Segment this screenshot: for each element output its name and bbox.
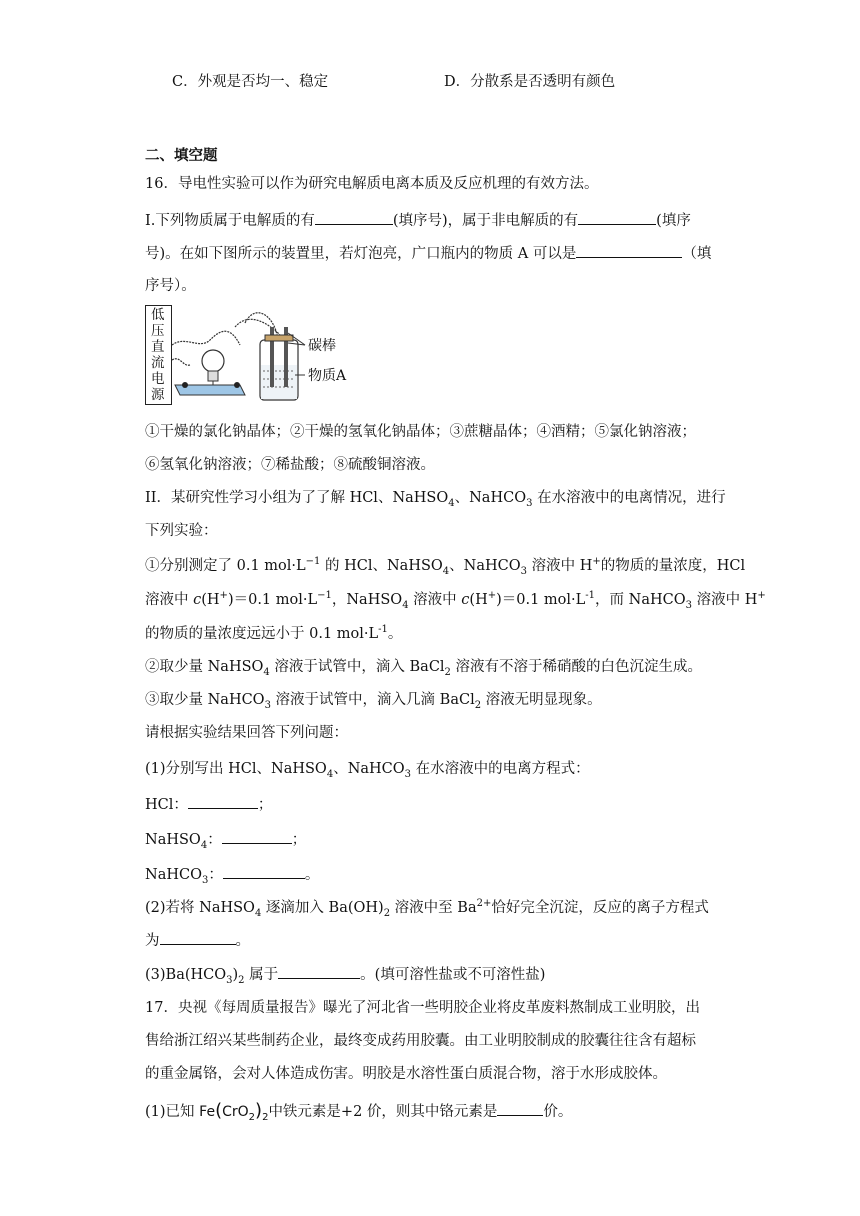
q16-part2-line1: II．某研究性学习小组为了了解 HCl、NaHSO$_4$、NaHCO$_3$ 在水溶液中的电离情况，进行 (145, 490, 726, 509)
q16-stem: 16．导电性实验可以作为研究电解质电离本质及反应机理的有效方法。 (145, 176, 599, 192)
power-source-label: 低压直流电源 (151, 307, 165, 403)
q17-line3: 的重金属铬，会对人体造成伤害。明胶是水溶性蛋白质混合物，溶于水形成胶体。 (145, 1066, 667, 1082)
circuit-diagram (145, 305, 465, 405)
q16-exp1-line1: ①分别测定了 0.1 $mol\cdot L^{-1}$ 的 HCl、NaHSO$_4$、NaHCO$_3$ 溶液中 H+的物质的量浓度，HCl (145, 556, 746, 577)
q16-part1-line3: 序号）。 (145, 278, 196, 294)
q16-exp3: ③取少量 NaHCO$_3$ 溶液于试管中，滴入几滴 BaCl$_2$ 溶液无明显现象。 (145, 692, 602, 711)
q16-sub1: (1)分别写出 HCl、NaHSO$_4$、NaHCO$_3$ 在水溶液中的电离方程式： (145, 761, 590, 780)
q17-line2: 售给浙江绍兴某些制药企业，最终变成药用胶囊。由工业明胶制成的胶囊往往含有超标 (145, 1033, 696, 1049)
q16-ask: 请根据实验结果回答下列问题： (145, 725, 348, 741)
q16-substances-2: ⑥氢氧化钠溶液；⑦稀盐酸；⑧硫酸铜溶液。 (145, 457, 435, 473)
q16-substances-1: ①干燥的氯化钠晶体；②干燥的氢氧化钠晶体；③蔗糖晶体；④酒精；⑤氯化钠溶液； (145, 424, 696, 440)
answer-blank[interactable] (578, 210, 656, 225)
chem-formula: $Fe(CrO_2)_2$ (199, 1100, 269, 1123)
answer-blank[interactable] (278, 964, 360, 979)
q17-line1: 17．央视《每周质量报告》曝光了河北省一些明胶企业将皮革废料熬制成工业明胶，出 (145, 1000, 700, 1016)
answer-blank[interactable] (188, 794, 258, 809)
q16-sub2-line2: 为 。 (145, 930, 250, 951)
option-c: C．外观是否均一、稳定 (172, 74, 329, 90)
section-title: 二、填空题 (145, 147, 218, 164)
q16-exp1-line2: 溶液中 c(H+)＝0.1 $mol\cdot L^{-1}$，NaHSO$_4$ 溶液中 c(H+)＝0.1 $mol\cdot L^{-1}$，而 NaHCO$_3$ 溶液中 H+ (145, 590, 766, 611)
option-d: D．分散系是否透明有颜色 (444, 74, 616, 90)
answer-blank[interactable] (222, 829, 292, 844)
answer-blank[interactable] (497, 1101, 543, 1116)
carbon-rod-label: 碳棒 (308, 338, 336, 354)
answer-blank[interactable] (223, 864, 305, 879)
q16-part2-line2: 下列实验： (145, 523, 218, 539)
q16-sub2-line1: (2)若将 NaHSO$_4$ 逐滴加入 $Ba(OH)_2$ 溶液中至 $Ba^{2+}$恰好完全沉淀，反应的离子方程式 (145, 898, 709, 919)
substance-a-label: 物质A (308, 368, 347, 384)
answer-blank[interactable] (576, 243, 682, 258)
q16-exp2: ②取少量 NaHSO$_4$ 溶液于试管中，滴入 BaCl$_2$ 溶液有不溶于稀硝酸的白色沉淀生成。 (145, 659, 703, 678)
q16-hcl-line: HCl： ； (145, 794, 272, 815)
q16-exp1-line3: 的物质的量浓度远远小于 0.1 $mol\cdot L^{-1}$。 (145, 624, 403, 642)
q16-part1-line1: Ⅰ.下列物质属于电解质的有 (填序号)，属于非电解质的有 (填序 (145, 210, 691, 231)
q16-nahco3-line: NaHCO$_3$： 。 (145, 864, 319, 885)
answer-blank[interactable] (160, 930, 236, 945)
q16-sub3: $(3)Ba(HCO_3)_2$ 属于 。(填可溶性盐或不可溶性盐) (145, 964, 545, 985)
circuit-figure (145, 305, 465, 405)
q16-nahso4-line: NaHSO$_4$： ； (145, 829, 306, 850)
q16-part1-line2: 号)。在如下图所示的装置里，若灯泡亮，广口瓶内的物质 A 可以是 （填 (145, 243, 711, 264)
answer-blank[interactable] (315, 210, 393, 225)
q17-sub1: (1)已知 $Fe(CrO_2)_2$中铁元素是+2 价，则其中铬元素是 价。 (145, 1100, 573, 1123)
